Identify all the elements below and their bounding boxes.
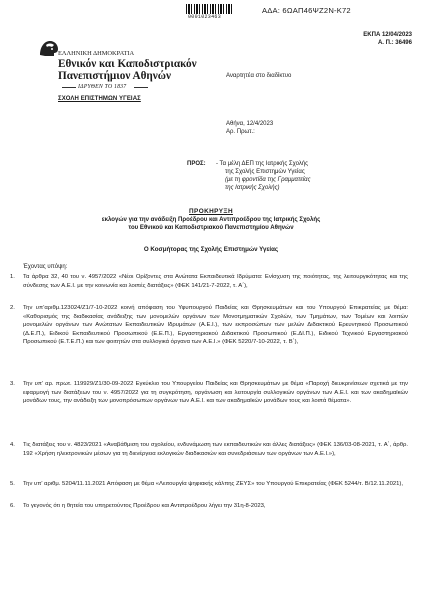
proclamation-subtitle: του Εθνικού και Καποδιστριακού Πανεπιστημίου Αθηνών	[128, 224, 294, 231]
founded-rule-right	[134, 87, 148, 88]
issuer-heading: Ο Κοσμήτορας της Σχολής Επιστημών Υγείας	[143, 246, 279, 253]
list-item-text: Τα άρθρα 32, 40 του ν. 4957/2022 «Νέοι Ορίζοντες στα Ανώτατα Εκπαιδευτικά Ιδρύματα: Ενίσχυση της ποιότητας, της λειτουργικότητας και της σύνδεσης των Α.Ε.Ι. με την κοινωνία και λοιπές διατάξεις» (ΦΕΚ 141/21-7-2022, τ. Α΄),	[23, 274, 408, 289]
government-label: ΕΛΛΗΝΙΚΗ ΔΗΜΟΚΡΑΤΙΑ	[58, 50, 135, 57]
university-name-line1: Εθνικόν και Καποδιστριακόν	[58, 58, 197, 70]
list-item-text: Την υπ’ αριθμ. 5204/11.11.2021 Απόφαση με θέμα «Λειτουργία ψηφιακής κάλπης ΖΕΥΣ» του Υπουργού Επικρατείας (ΦΕΚ 5244/τ. Β/12.11.2021),	[23, 481, 403, 487]
ref-code: ΕΚΠΑ 12/04/2023	[363, 32, 412, 38]
list-item-number: 3.	[10, 381, 15, 387]
protocol-number: Αρ. Πρωτ.:	[226, 129, 255, 135]
founded-rule-left	[62, 87, 76, 88]
list-item-text: Τις διατάξεις του ν. 4823/2021 «Αναβάθμιση του σχολείου, ενδυνάμωση των εκπαιδευτικών και άλλες διατάξεις» (ΦΕΚ 136/03-08-2021, τ. Α΄, άρθρ. 192 «Χρήση ηλεκτρονικών μέσων για τη διενέργεια εκλογικών διαδικασιών και συνεδριάσεων των οργάνων των Α.Ε.Ι.»),	[23, 442, 408, 457]
recipients-line: της Ιατρικής Σχολής)	[225, 185, 280, 191]
recipients-line: (με τη φροντίδα της Γραμματείας	[225, 177, 311, 183]
barcode-number: 0001023463	[188, 14, 222, 20]
document-date: Αθήνα, 12/4/2023	[226, 121, 274, 127]
university-name-line2: Πανεπιστήμιον Αθηνών	[58, 70, 171, 82]
list-item-number: 4.	[10, 442, 15, 448]
list-item-text: Την υπ’αριθμ.123024/Ζ1/7-10-2022 κοινή απόφαση του Υφυπουργού Παιδείας και Θρησκευμάτων και του Υπουργού Επικρατείας με θέμα: «Καθορισμός της διαδικασίας ανάδειξης των μονομελών οργάνων των Μονοτμηματικών Σχολών, των Τμημάτων, των Τομέων και λοιπών μονομελών οργάνων των Ανώτατων Εκπαιδευτικών Ιδρυμάτων (Α.Ε.Ι.), των εκπροσώπων των μελών Διδακτικού Ερευνητικού Προσωπικού (Δ.Ε.Π.), Ειδικού Εκπαιδευτικού Προσωπικού (Ε.Ε.Π.), Εργαστηριακού Διδακτικού Προσωπικού (Ε.ΔΙ.Π.), Ειδικού Τεχνικού Εργαστηριακού Προσωπικού (Ε.Τ.Ε.Π.) και των φοιτητών στα συλλογικά όργανα των Α.Ε.Ι.» (ΦΕΚ 5220/7-10-2022, τ. Β΄),	[23, 305, 408, 346]
list-item-text: Το γεγονός ότι η θητεία του υπηρετούντος Προέδρου και Αντιπροέδρου λήγει την 31η-8-2023,	[23, 503, 266, 509]
ada-code: ΑΔΑ: 6ΩΑΠ46ΨΖ2Ν-Κ72	[262, 6, 351, 15]
recipients-line: της Σχολής Επιστημών Υγείας	[225, 169, 305, 175]
founded-label: ΙΔΡΥΘΕΝ ΤΟ 1837	[78, 84, 127, 90]
list-item-number: 2.	[10, 305, 15, 311]
list-item-number: 6.	[10, 503, 15, 509]
having-regard-label: Έχοντας υπόψη:	[23, 264, 68, 270]
protocol-ref: Α. Π.: 36496	[377, 40, 412, 46]
barcode	[186, 4, 234, 14]
recipients-label: ΠΡΟΣ:	[187, 161, 206, 167]
recipients-line: - Τα μέλη ΔΕΠ της Ιατρικής Σχολής	[216, 161, 309, 167]
posting-note: Αναρτητέα στο διαδίκτυο	[226, 73, 292, 79]
proclamation-title: ΠΡΟΚΗΡΥΞΗ	[189, 208, 233, 215]
list-item-number: 5.	[10, 481, 15, 487]
school-name: ΣΧΟΛΗ ΕΠΙΣΤΗΜΩΝ ΥΓΕΙΑΣ	[58, 96, 141, 102]
proclamation-subtitle: εκλογών για την ανάδειξη Προέδρου και Αντιπροέδρου της Ιατρικής Σχολής	[101, 216, 321, 223]
list-item-text: Την υπ’ αρ. πρωτ. 119929/Ζ1/30-09-2022 Εγκύκλιο του Υπουργείου Παιδείας και Θρησκευμάτων με θέμα «Παροχή διευκρινίσεων σχετικά με την εφαρμογή των διατάξεων του ν. 4957/2022 για τη συγκρότηση, οργάνωση και λειτουργία συλλογικών οργάνων των Α.Ε.Ι. και των ακαδημαϊκών μονάδων τους, την ανάδειξη των μονοπρόσωπων οργάνων των Α.Ε.Ι. και των ακαδημαϊκών μονάδων τους και λοιπά θέματα».	[23, 381, 408, 405]
list-item-number: 1.	[10, 274, 15, 280]
